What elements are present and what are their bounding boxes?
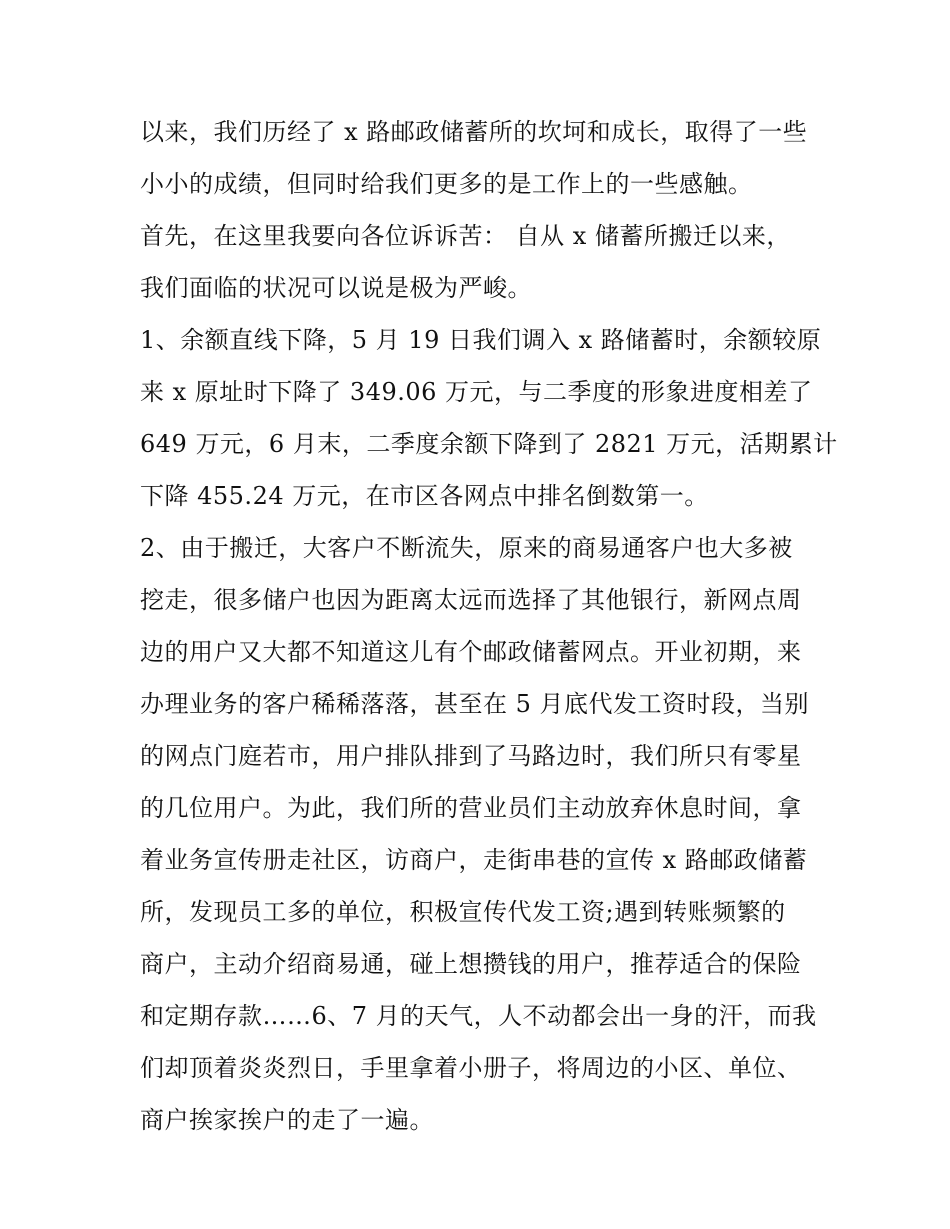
text-line: 的网点门庭若市，用户排队排到了马路边时，我们所只有零星 bbox=[140, 742, 802, 770]
text-line: 着业务宣传册走社区，访商户，走街串巷的宣传 x 路邮政储蓄 bbox=[140, 846, 808, 874]
text-line: 挖走，很多储户也因为距离太远而选择了其他银行，新网点周 bbox=[140, 586, 802, 614]
text-line: 首先，在这里我要向各位诉诉苦： 自从 x 储蓄所搬迁以来， bbox=[140, 222, 791, 250]
text-line: 1、余额直线下降，5 月 19 日我们调入 x 路储蓄时，余额较原 bbox=[140, 326, 822, 354]
text-line: 商户，主动介绍商易通，碰上想攒钱的用户，推荐适合的保险 bbox=[140, 950, 802, 978]
text-line: 下降 455.24 万元，在市区各网点中排名倒数第一。 bbox=[140, 482, 709, 510]
text-line: 商户挨家挨户的走了一遍。 bbox=[140, 1106, 434, 1134]
document-body bbox=[140, 106, 838, 1146]
text-line: 以来，我们历经了 x 路邮政储蓄所的坎坷和成长，取得了一些 bbox=[140, 118, 808, 146]
text-line: 和定期存款……6、7 月的天气，人不动都会出一身的汗，而我 bbox=[140, 1002, 817, 1030]
text-line: 所，发现员工多的单位，积极宣传代发工资;遇到转账频繁的 bbox=[140, 898, 786, 926]
text-line: 的几位用户。为此，我们所的营业员们主动放弃休息时间，拿 bbox=[140, 794, 802, 822]
text-line: 649 万元，6 月末，二季度余额下降到了 2821 万元，活期累计 bbox=[140, 430, 838, 458]
text-line: 2、由于搬迁，大客户不断流失，原来的商易通客户也大多被 bbox=[140, 534, 793, 562]
text-line: 来 x 原址时下降了 349.06 万元，与二季度的形象进度相差了 bbox=[140, 378, 813, 406]
text-line: 们却顶着炎炎烈日，手里拿着小册子，将周边的小区、单位、 bbox=[140, 1054, 802, 1082]
text-line: 办理业务的客户稀稀落落，甚至在 5 月底代发工资时段，当别 bbox=[140, 690, 810, 718]
text-line: 我们面临的状况可以说是极为严峻。 bbox=[140, 274, 532, 302]
text-line: 小小的成绩，但同时给我们更多的是工作上的一些感触。 bbox=[140, 170, 753, 198]
text-line: 边的用户又大都不知道这儿有个邮政储蓄网点。开业初期，来 bbox=[140, 638, 802, 666]
